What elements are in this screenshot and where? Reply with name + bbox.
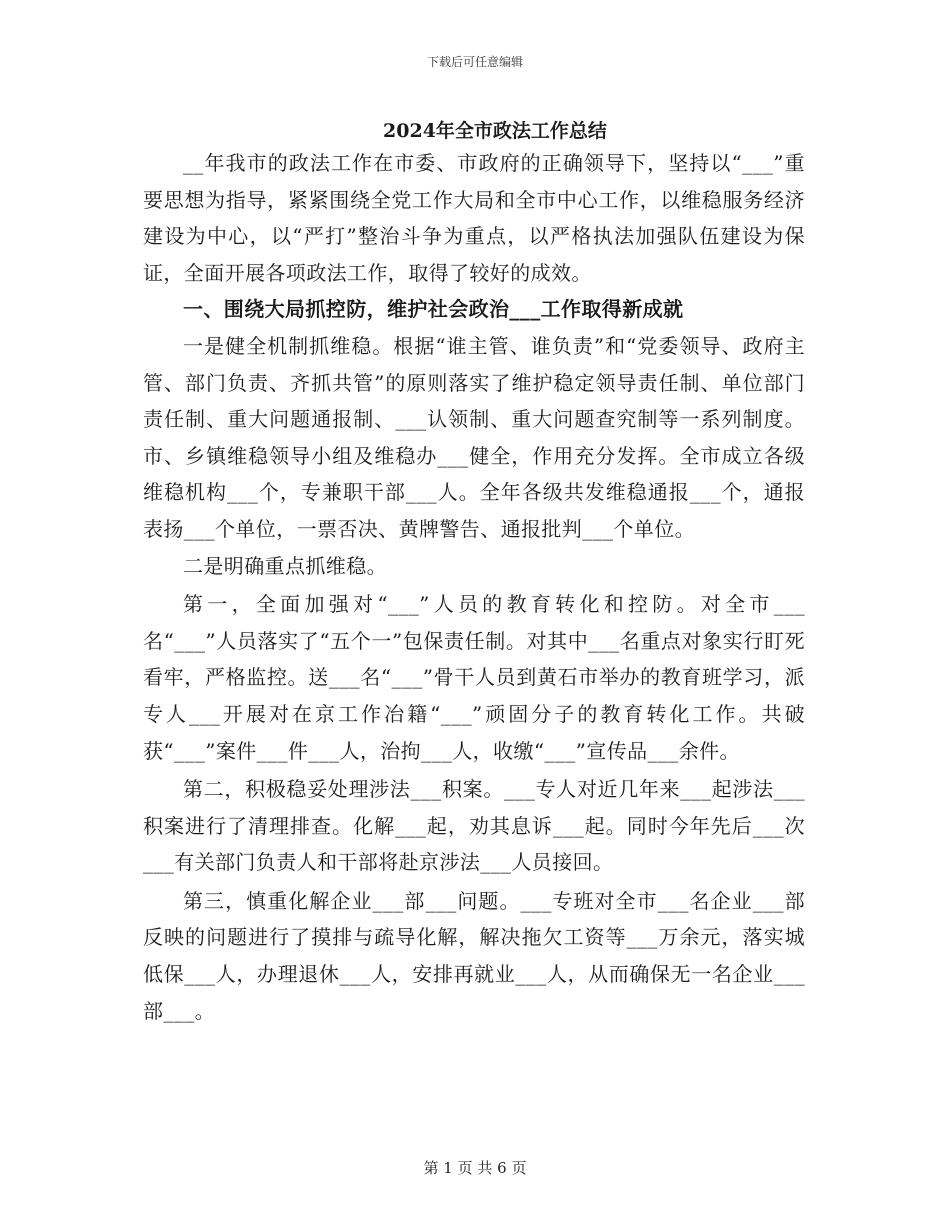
paragraph-mechanism: 一是健全机制抓维稳。根据“谁主管、谁负责”和“党委领导、政府主管、部门负责、齐抓共管”的原则落实了维护稳定领导责任制、单位部门责任制、重大问题通报制、___认领制、重大问题查究制等一系列制度。市、乡镇维稳领导小组及维稳办___健全，作用充分发挥。全市成立各级维稳机构___个，专兼职干部___人。全年各级共发维稳通报___个，通报表扬___个单位，一票否决、黄牌警告、通报批判___个单位。 (143, 333, 805, 541)
paragraph-third: 第三，慎重化解企业___部___问题。___专班对全市___名企业___部反映的问题进行了摸排与疏导化解，解决拖欠工资等___万余元，落实城低保___人，办理退休___人，安排再就业___人，从而确保无一名企业___部___。 (143, 888, 805, 1023)
section-heading-1: 一、围绕大局抓控防，维护社会政治___工作取得新成就 (183, 297, 684, 322)
intro-paragraph: __年我市的政法工作在市委、市政府的正确领导下，坚持以“___”重要思想为指导，紧紧围绕全党工作大局和全市中心工作，以维稳服务经济建设为中心，以“严打”整治斗争为重点，以严格执法加强队伍建设为保证，全面开展各项政法工作，取得了较好的成效。 (143, 151, 805, 285)
document-title: 2024年全市政法工作总结 (383, 120, 607, 142)
paragraph-first: 第一，全面加强对“___”人员的教育转化和控防。对全市___名“___”人员落实了“五个一”包保责任制。对其中___名重点对象实行盯死看牢，严格监控。送___名“___”骨干人员到黄石市举办的教育班学习，派专人___开展对在京工作冶籍“___”顽固分子的教育转化工作。共破获“___”案件___件___人，治拘___人，收缴“___”宣传品___余件。 (143, 592, 805, 763)
page-number-footer: 第 1 页 共 6 页 (423, 1159, 527, 1177)
document-body (143, 145, 805, 1029)
edit-note-header: 下载后可任意编辑 (426, 55, 523, 69)
paragraph-second: 第二，积极稳妥处理涉法___积案。___专人对近几年来___起涉法___积案进行了清理排查。化解___起，劝其息诉___起。同时今年先后___次___有关部门负责人和干部将赴京涉法___人员接回。 (143, 777, 805, 875)
paragraph-focus: 二是明确重点抓维稳。 (183, 553, 387, 578)
